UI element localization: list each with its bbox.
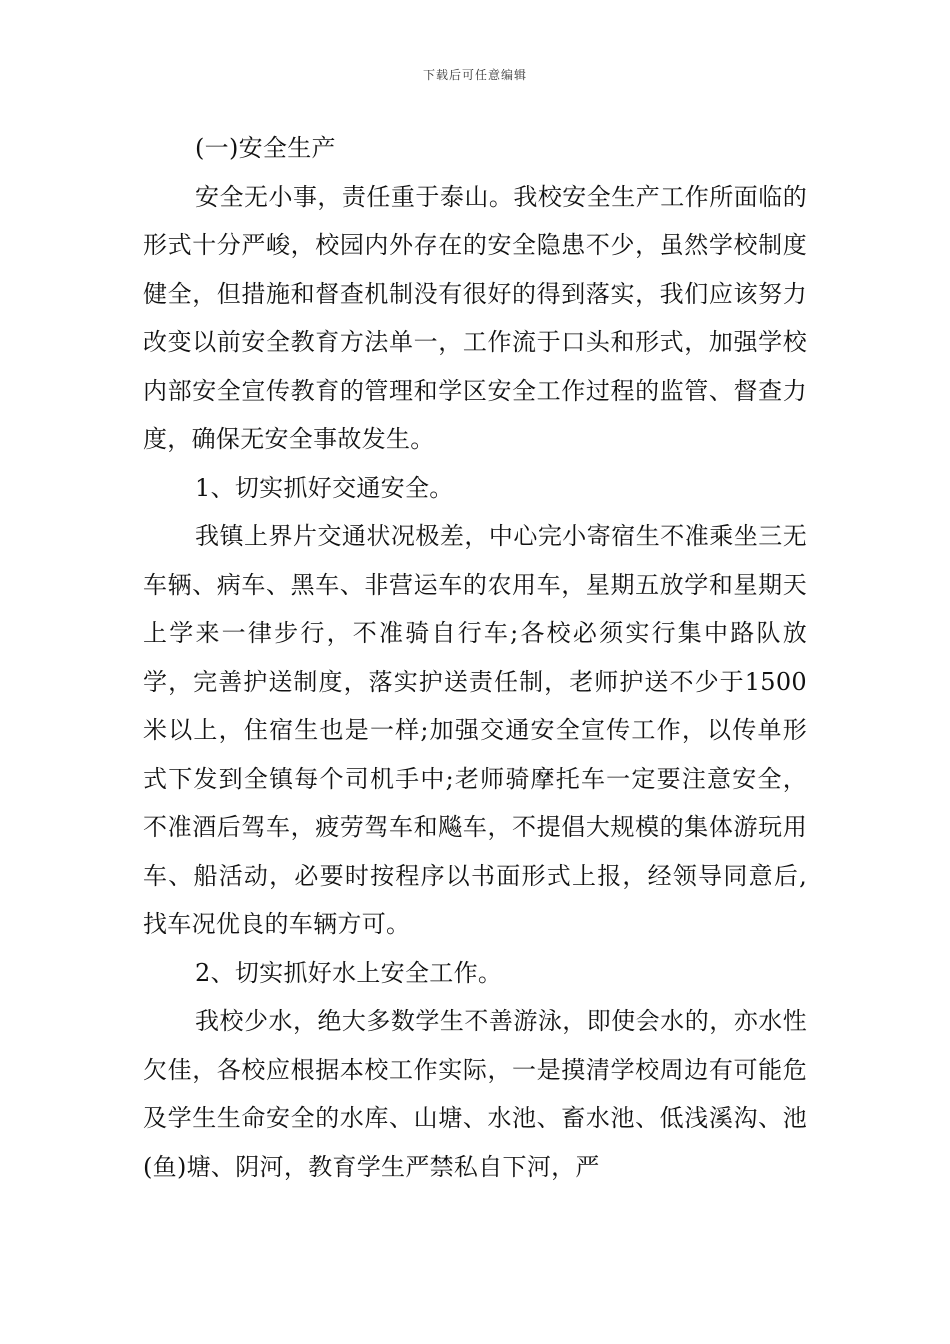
document-body [143,124,807,1191]
paragraph-water: 我校少水，绝大多数学生不善游泳，即使会水的，亦水性欠佳，各校应根据本校工作实际，一是摸清学校周边有可能危及学生生命安全的水库、山塘、水池、畜水池、低浅溪沟、池(鱼)塘、阴河，教育学生严禁私自下河，严 [143,1007,807,1181]
header-note: 下载后可任意编辑 [422,68,527,82]
section-heading: (一)安全生产 [195,134,336,162]
item-heading-water: 2、切实抓好水上安全工作。 [195,958,503,987]
paragraph-traffic: 我镇上界片交通状况极差，中心完小寄宿生不准乘坐三无车辆、病车、黑车、非营运车的农用车，星期五放学和星期天上学来一律步行，不准骑自行车;各校必须实行集中路队放学，完善护送制度，落实护送责任制，老师护送不少于1500米以上，住宿生也是一样;加强交通安全宣传工作，以传单形式下发到全镇每个司机手中;老师骑摩托车一定要注意安全，不准酒后驾车，疲劳驾车和飚车，不提倡大规模的集体游玩用车、船活动，必要时按程序以书面形式上报，经领导同意后,找车况优良的车辆方可。 [143,522,807,938]
paragraph-intro: 安全无小事，责任重于泰山。我校安全生产工作所面临的形式十分严峻，校园内外存在的安全隐患不少，虽然学校制度健全，但措施和督查机制没有很好的得到落实，我们应该努力改变以前安全教育方法单一，工作流于口头和形式，加强学校内部安全宣传教育的管理和学区安全工作过程的监管、督查力度，确保无安全事故发生。 [143,182,807,453]
item-heading-traffic: 1、切实抓好交通安全。 [195,473,454,502]
